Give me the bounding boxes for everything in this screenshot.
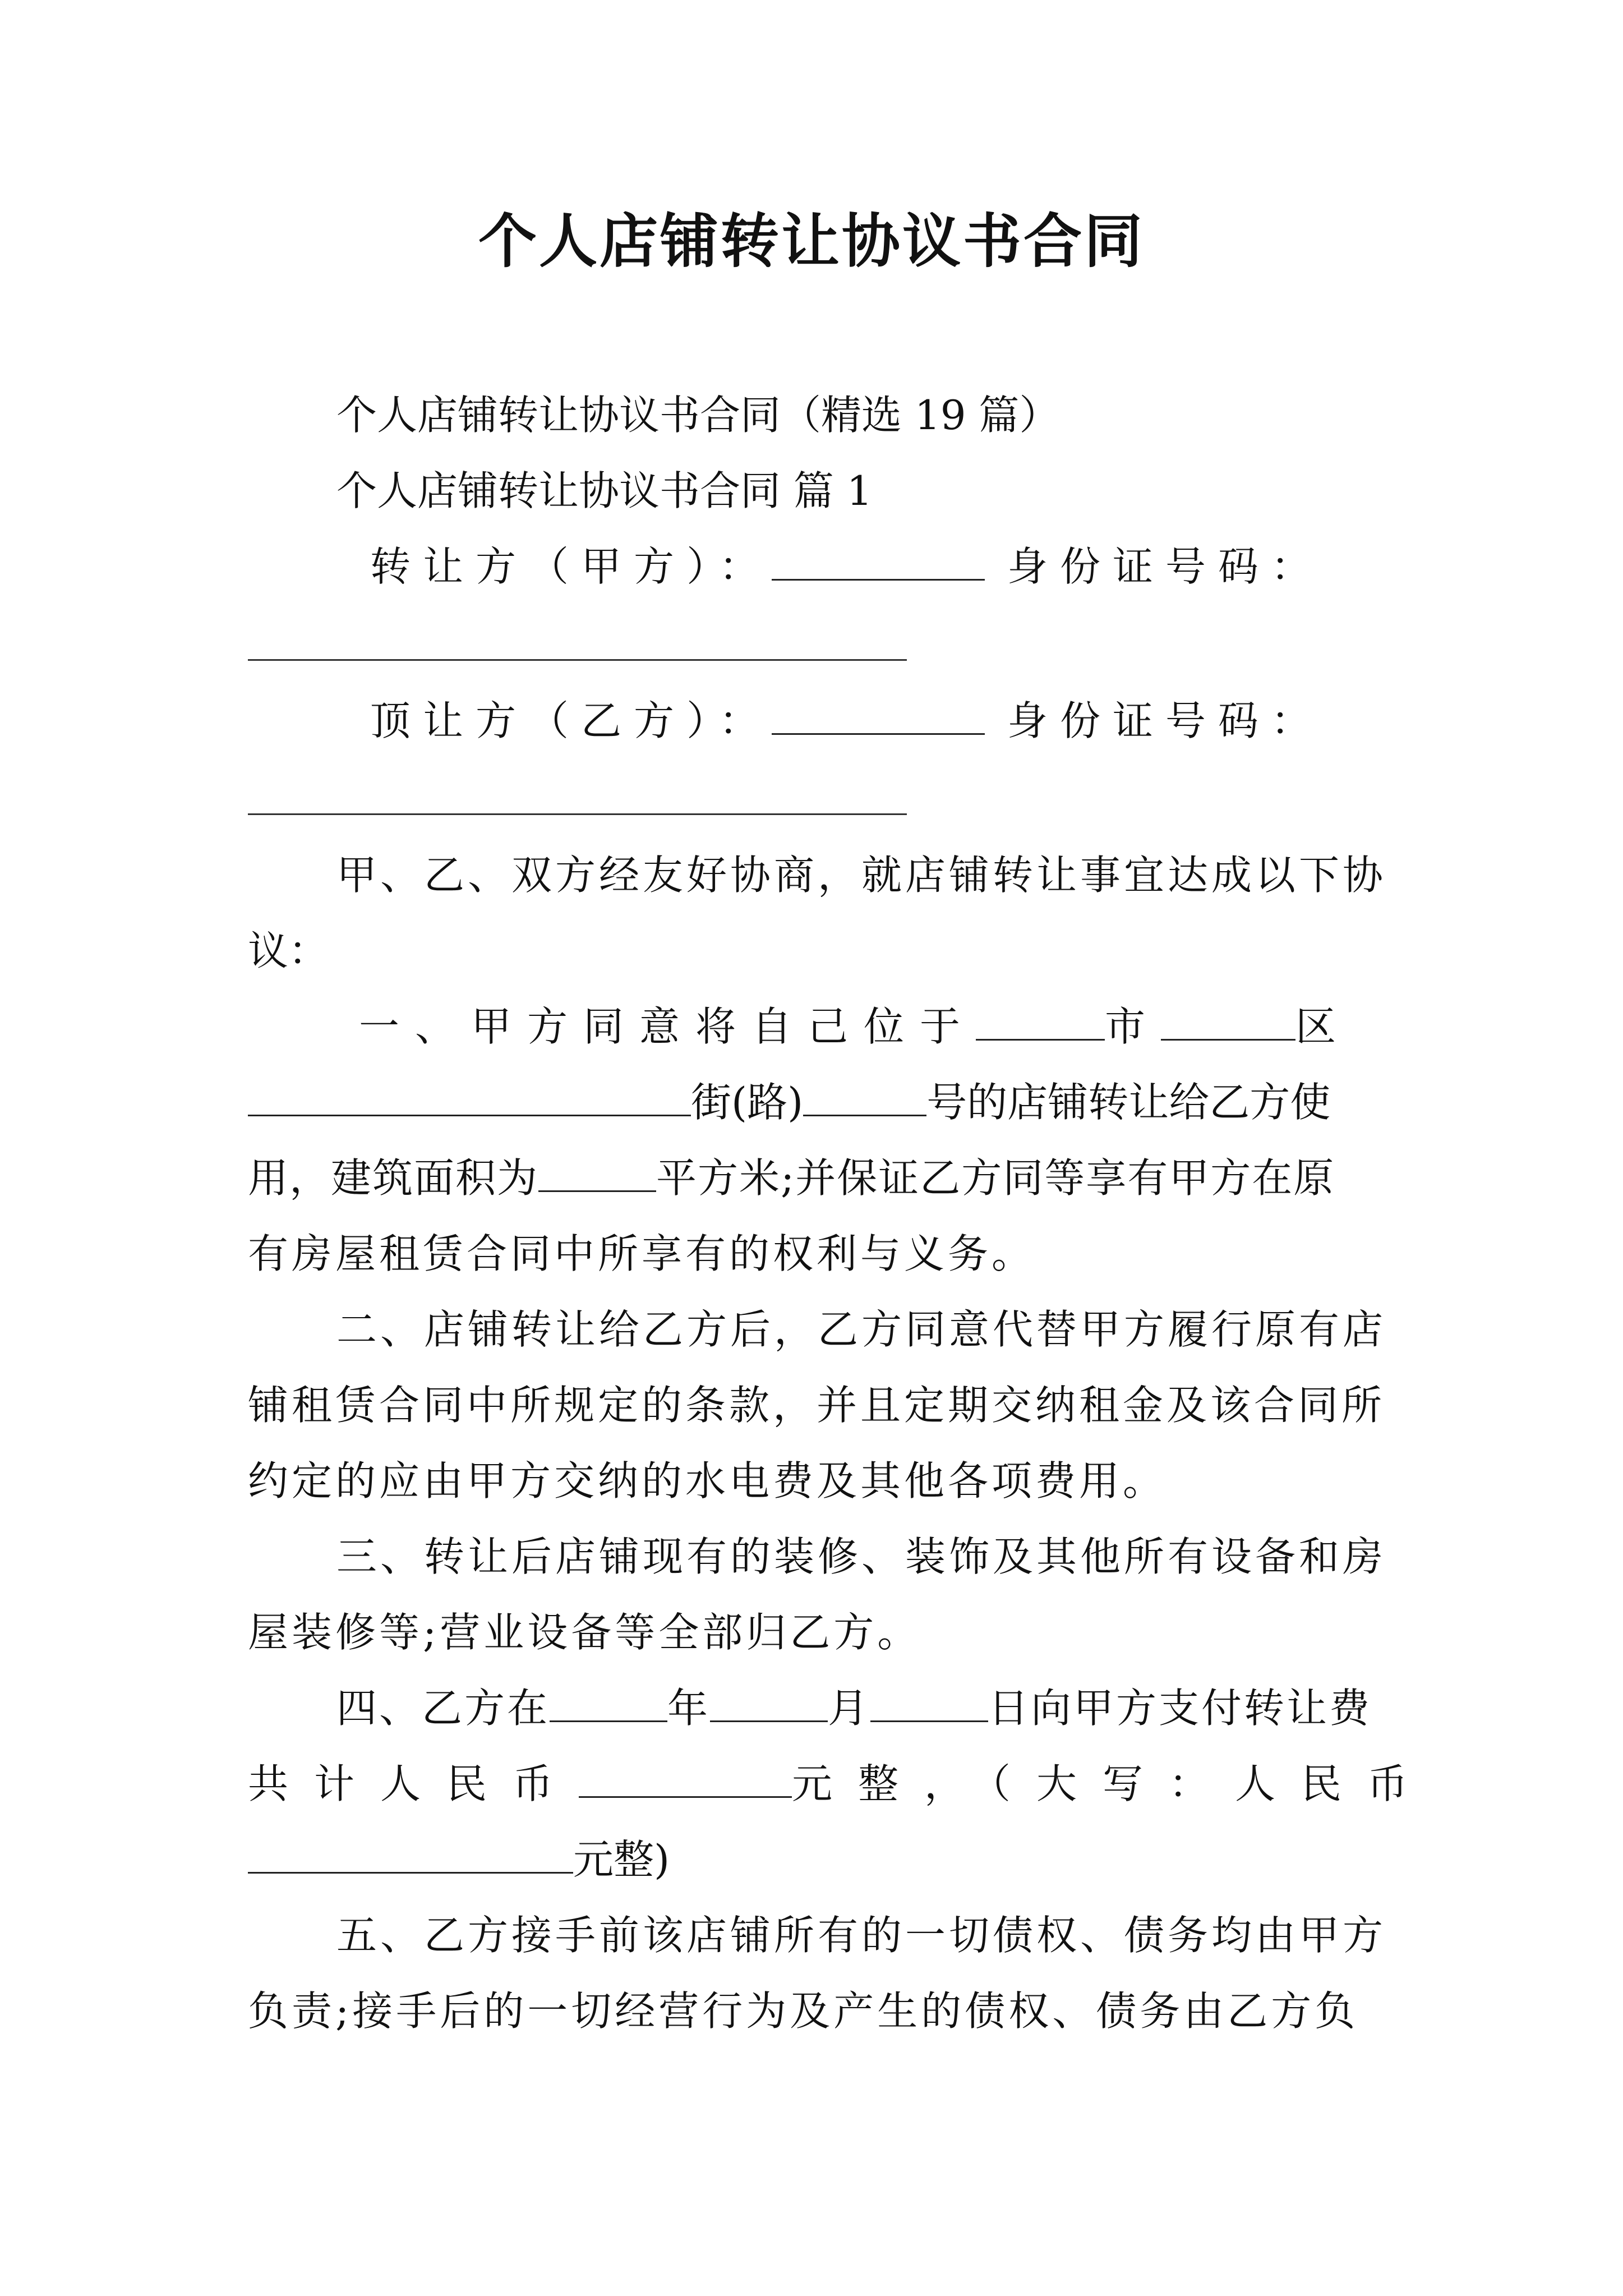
transferor-id-label: 身份证号码： (1007, 543, 1324, 590)
clause4-line-1 (336, 1680, 1392, 1736)
district-blank (1161, 1000, 1295, 1041)
transferee-name-blank (772, 694, 985, 735)
clause2-line-2: 铺租赁合同中所规定的条款，并且定期交纳租金及该合同所 (248, 1382, 1386, 1429)
part-heading: 个人店铺转让协议书合同 篇 1 (336, 467, 873, 514)
clause3-line-1: 三、转让后店铺现有的装修、装饰及其他所有设备和房 (336, 1533, 1387, 1580)
city-blank (976, 1000, 1105, 1041)
street-blank (248, 1075, 691, 1116)
clause1-street: 街(路) (691, 1079, 804, 1126)
clause4-line-3 (248, 1832, 1392, 1888)
year-blank (550, 1681, 667, 1722)
intro-line-1: 甲、乙、双方经友好协商，就店铺转让事宜达成以下协 (336, 852, 1387, 899)
clause3-line-2: 屋装修等;营业设备等全部归乙方。 (248, 1609, 921, 1656)
clause1-district: 区 (1295, 1003, 1352, 1050)
transferor-line (370, 539, 1392, 595)
transferee-line (370, 693, 1392, 749)
clause1-line-4: 有房屋租赁合同中所享有的权利与义务。 (248, 1230, 1036, 1277)
clause1-area-label: 用，建筑面积为 (248, 1154, 539, 1202)
clause4-text-a: 四、乙方在 (336, 1685, 550, 1732)
area-blank (538, 1151, 656, 1192)
clause4-year: 年 (667, 1685, 711, 1732)
clause1-text-a: 一、甲方同意将自己位于 (359, 1003, 976, 1050)
transferor-label: 转让方（甲方）： (370, 543, 772, 590)
clause4-yuan-text: 元整，（大写：人民币 (792, 1760, 1434, 1807)
transferor-name-blank (772, 540, 985, 581)
subtitle: 个人店铺转让协议书合同（精选 19 篇） (336, 392, 1060, 439)
document-title: 个人店铺转让协议书合同 (478, 206, 1145, 275)
clause1-line-3 (248, 1150, 1392, 1206)
clause4-month: 月 (828, 1685, 871, 1732)
clause2-line-1: 二、店铺转让给乙方后，乙方同意代替甲方履行原有店 (336, 1306, 1387, 1353)
transferor-id-blank (248, 659, 907, 661)
day-blank (870, 1681, 988, 1722)
clause4-tail: 元整) (573, 1836, 670, 1883)
clause1-city: 市 (1105, 1003, 1161, 1050)
clause5-line-2: 负责;接手后的一切经营行为及产生的债权、债务由乙方负 (248, 1987, 1359, 2035)
amount-blank (579, 1757, 792, 1798)
clause4-day: 日向甲方支付转让费 (988, 1685, 1372, 1732)
month-blank (710, 1681, 828, 1722)
transferee-label: 顶让方（乙方）： (370, 697, 772, 744)
transferee-id-label: 身份证号码： (1007, 697, 1324, 744)
clause1-line-2 (248, 1074, 1392, 1130)
transferee-id-blank (248, 813, 907, 815)
clause4-line-2 (248, 1756, 1434, 1812)
intro-line-2: 议： (248, 927, 329, 974)
amount-words-blank (248, 1833, 573, 1874)
number-blank (803, 1075, 926, 1116)
clause4-total-label: 共计人民币 (248, 1760, 579, 1807)
clause1-area-rest: 平方米;并保证乙方同等享有甲方在原 (656, 1154, 1335, 1202)
clause2-line-3: 约定的应由甲方交纳的水电费及其他各项费用。 (248, 1457, 1167, 1504)
clause5-line-1: 五、乙方接手前该店铺所有的一切债权、债务均由甲方 (336, 1912, 1387, 1959)
clause1-line-1 (359, 999, 1392, 1055)
clause1-number: 号的店铺转让给乙方使 (926, 1079, 1331, 1126)
